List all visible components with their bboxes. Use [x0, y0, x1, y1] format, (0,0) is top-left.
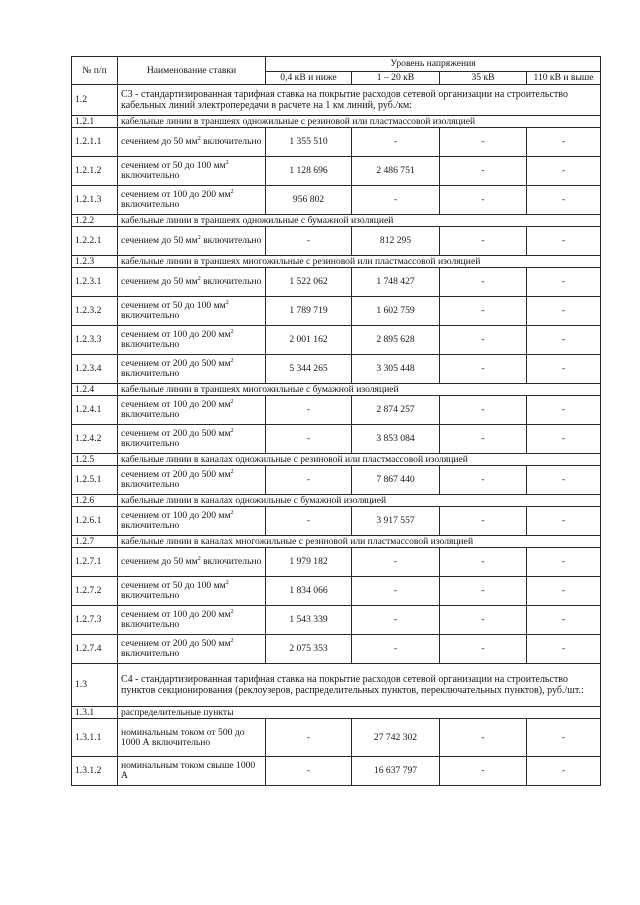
subsection-row	[72, 384, 601, 396]
rate-name-text: сечением до 50 мм	[121, 136, 198, 147]
rate-name	[118, 577, 266, 606]
table-body	[72, 85, 601, 786]
rate-value: -	[527, 186, 601, 215]
rate-name	[118, 396, 266, 425]
table-row	[72, 606, 601, 635]
rate-value: 1 748 427	[352, 268, 440, 297]
subsection-row	[72, 454, 601, 466]
header-row	[72, 57, 601, 72]
rate-value: 2 874 257	[352, 396, 440, 425]
rate-name	[118, 297, 266, 326]
rate-name-text: сечением от 50 до 100 мм	[121, 160, 226, 171]
rate-value: -	[527, 268, 601, 297]
rate-name-suffix: включительно	[121, 438, 180, 449]
subsection-title: кабельные линии в каналах одножильные с резиновой или пластмассовой изоляцией	[118, 454, 601, 466]
header-voltage-group: Уровень напряжения	[266, 57, 601, 72]
row-number: 1.2.4	[72, 384, 118, 396]
table-row	[72, 396, 601, 425]
table-row	[72, 577, 601, 606]
superscript: 2	[230, 468, 234, 475]
superscript: 2	[230, 427, 234, 434]
rate-name-text: сечением от 50 до 100 мм	[121, 580, 226, 591]
rate-name	[118, 507, 266, 536]
rate-name-text: сечением от 100 до 200 мм	[121, 609, 231, 620]
rate-value: -	[527, 548, 601, 577]
header-voltage-level: 35 кВ	[440, 72, 527, 85]
subsection-row	[72, 707, 601, 719]
section-row	[72, 85, 601, 116]
superscript: 2	[230, 637, 234, 644]
rate-value: -	[527, 227, 601, 256]
rate-name	[118, 268, 266, 297]
row-number: 1.2.6.1	[72, 507, 118, 536]
rate-name-text: сечением от 200 до 500 мм	[121, 638, 231, 649]
rate-name	[118, 227, 266, 256]
rate-value: 1 522 062	[266, 268, 352, 297]
row-number: 1.2.3.1	[72, 268, 118, 297]
superscript: 2	[230, 398, 234, 405]
rate-name-suffix: включительно	[121, 170, 180, 181]
rate-value: -	[266, 466, 352, 495]
rate-value: -	[352, 606, 440, 635]
table-row	[72, 157, 601, 186]
rate-name	[118, 466, 266, 495]
rate-name-suffix: включительно	[121, 310, 180, 321]
header-voltage-level: 110 кВ и выше	[527, 72, 601, 85]
rate-value: -	[440, 326, 527, 355]
rate-name-text: сечением от 100 до 200 мм	[121, 510, 231, 521]
table-row	[72, 128, 601, 157]
table-row	[72, 507, 601, 536]
subsection-row	[72, 215, 601, 227]
row-number: 1.2.7.1	[72, 548, 118, 577]
row-number: 1.2	[72, 85, 118, 116]
rate-value: -	[266, 396, 352, 425]
header-voltage-level: 1 – 20 кВ	[352, 72, 440, 85]
rate-value: 1 602 759	[352, 297, 440, 326]
rate-value: -	[440, 757, 527, 786]
subsection-title: кабельные линии в траншеях многожильные с бумажной изоляцией	[118, 384, 601, 396]
subsection-title: кабельные линии в траншеях одножильные с резиновой или пластмассовой изоляцией	[118, 116, 601, 128]
row-number: 1.2.7.2	[72, 577, 118, 606]
rate-name	[118, 719, 266, 757]
subsection-row	[72, 256, 601, 268]
row-number: 1.2.4.2	[72, 425, 118, 454]
rate-value: -	[440, 186, 527, 215]
rate-name	[118, 425, 266, 454]
rate-name-suffix: включительно	[200, 276, 262, 287]
rate-name-text: сечением от 100 до 200 мм	[121, 189, 231, 200]
rate-name-suffix: включительно	[121, 590, 180, 601]
table-row	[72, 268, 601, 297]
rate-name	[118, 635, 266, 664]
rate-value: -	[440, 719, 527, 757]
rate-name-text: номинальным током от 500 до 1000 А включительно	[121, 726, 245, 748]
table-row	[72, 297, 601, 326]
rate-name-text: сечением от 200 до 500 мм	[121, 469, 231, 480]
rate-value: 3 917 557	[352, 507, 440, 536]
rate-value: 3 305 448	[352, 355, 440, 384]
row-number: 1.2.7.3	[72, 606, 118, 635]
rate-name	[118, 326, 266, 355]
row-number: 1.2.1	[72, 116, 118, 128]
rate-name	[118, 128, 266, 157]
subsection-title: распределительные пункты	[118, 707, 601, 719]
row-number: 1.2.3	[72, 256, 118, 268]
rate-value: -	[527, 297, 601, 326]
table-row	[72, 326, 601, 355]
table-row	[72, 548, 601, 577]
rate-name-text: сечением от 50 до 100 мм	[121, 300, 226, 311]
row-number: 1.2.1.2	[72, 157, 118, 186]
rate-value: -	[266, 719, 352, 757]
row-number: 1.2.3.2	[72, 297, 118, 326]
rate-value: -	[440, 355, 527, 384]
superscript: 2	[197, 275, 201, 282]
row-number: 1.2.5	[72, 454, 118, 466]
table-row	[72, 635, 601, 664]
rate-name-suffix: включительно	[121, 339, 180, 350]
row-number: 1.3	[72, 664, 118, 707]
row-number: 1.2.4.1	[72, 396, 118, 425]
rate-value: 2 895 628	[352, 326, 440, 355]
section-title: С3 - стандартизированная тарифная ставка на покрытие расходов сетевой организации на строительство кабельных линий электропередачи в расчете на 1 км линий, руб./км:	[118, 85, 601, 116]
rate-name-suffix: включительно	[121, 199, 180, 210]
rate-value: -	[440, 606, 527, 635]
row-number: 1.2.7.4	[72, 635, 118, 664]
rate-value: -	[527, 757, 601, 786]
rate-name	[118, 548, 266, 577]
rate-name-suffix: включительно	[200, 235, 262, 246]
rate-name-suffix: включительно	[121, 368, 180, 379]
rate-name-suffix: включительно	[200, 556, 262, 567]
rate-name-suffix: включительно	[121, 619, 180, 630]
rate-name-suffix: включительно	[121, 479, 180, 490]
rate-value: 956 802	[266, 186, 352, 215]
row-number: 1.2.1.3	[72, 186, 118, 215]
rate-value: -	[440, 297, 527, 326]
rate-value: -	[266, 227, 352, 256]
rate-value: 1 789 719	[266, 297, 352, 326]
section-row	[72, 664, 601, 707]
rate-value: -	[527, 635, 601, 664]
rate-value: 2 486 751	[352, 157, 440, 186]
rate-value: -	[352, 577, 440, 606]
table-row	[72, 355, 601, 384]
subsection-title: кабельные линии в траншеях многожильные с резиновой или пластмассовой изоляцией	[118, 256, 601, 268]
section-title: С4 - стандартизированная тарифная ставка на покрытие расходов сетевой организации на строительство пунктов секционирования (реклоузеров, распределительных пунктов, переключательных пунктов), руб./шт.:	[118, 664, 601, 707]
rate-name-suffix: включительно	[200, 136, 262, 147]
rate-value: -	[527, 507, 601, 536]
rate-value: 1 355 510	[266, 128, 352, 157]
table-row	[72, 719, 601, 757]
rate-name-suffix: включительно	[121, 648, 180, 659]
superscript: 2	[197, 555, 201, 562]
row-number: 1.2.1.1	[72, 128, 118, 157]
rate-name-suffix: включительно	[121, 520, 180, 531]
rate-name-text: сечением от 100 до 200 мм	[121, 329, 231, 340]
rate-value: 1 128 696	[266, 157, 352, 186]
superscript: 2	[225, 159, 229, 166]
rate-value: -	[527, 719, 601, 757]
subsection-row	[72, 536, 601, 548]
rate-value: 2 001 162	[266, 326, 352, 355]
rate-value: -	[527, 396, 601, 425]
row-number: 1.3.1	[72, 707, 118, 719]
row-number: 1.2.2	[72, 215, 118, 227]
rate-value: -	[266, 507, 352, 536]
rate-value: -	[352, 128, 440, 157]
superscript: 2	[230, 328, 234, 335]
rate-name	[118, 186, 266, 215]
row-number: 1.3.1.2	[72, 757, 118, 786]
table-row	[72, 425, 601, 454]
rate-name	[118, 157, 266, 186]
rate-value: -	[527, 157, 601, 186]
rate-value: -	[440, 157, 527, 186]
rate-name-text: сечением до 50 мм	[121, 556, 198, 567]
rate-name-text: сечением от 200 до 500 мм	[121, 428, 231, 439]
rate-value: -	[440, 635, 527, 664]
rate-value: 812 295	[352, 227, 440, 256]
row-number: 1.2.3.3	[72, 326, 118, 355]
rate-value: 1 543 339	[266, 606, 352, 635]
superscript: 2	[197, 234, 201, 241]
rate-value: 27 742 302	[352, 719, 440, 757]
rate-name-text: номинальным током свыше 1000 А	[121, 760, 256, 781]
tariff-table	[71, 56, 601, 786]
superscript: 2	[230, 509, 234, 516]
rate-value: 5 344 265	[266, 355, 352, 384]
row-number: 1.3.1.1	[72, 719, 118, 757]
header-voltage-level: 0,4 кВ и ниже	[266, 72, 352, 85]
rate-name-text: сечением до 50 мм	[121, 235, 198, 246]
subsection-row	[72, 116, 601, 128]
rate-name-suffix: включительно	[121, 409, 180, 420]
rate-value: -	[440, 268, 527, 297]
rate-value: -	[527, 466, 601, 495]
row-number: 1.2.3.4	[72, 355, 118, 384]
subsection-row	[72, 495, 601, 507]
rate-value: -	[440, 396, 527, 425]
rate-value: 1 834 066	[266, 577, 352, 606]
rate-value: -	[440, 227, 527, 256]
rate-value: -	[266, 425, 352, 454]
header-num: № п/п	[72, 57, 118, 85]
subsection-title: кабельные линии в каналах одножильные с бумажной изоляцией	[118, 495, 601, 507]
row-number: 1.2.5.1	[72, 466, 118, 495]
subsection-title: кабельные линии в траншеях одножильные с бумажной изоляцией	[118, 215, 601, 227]
rate-value: -	[527, 128, 601, 157]
rate-value: -	[352, 548, 440, 577]
rate-value: -	[527, 425, 601, 454]
table-row	[72, 466, 601, 495]
rate-value: 2 075 353	[266, 635, 352, 664]
rate-value: -	[352, 635, 440, 664]
rate-value: -	[440, 425, 527, 454]
rate-value: -	[527, 355, 601, 384]
rate-name	[118, 757, 266, 786]
rate-value: 1 979 182	[266, 548, 352, 577]
rate-name-text: сечением до 50 мм	[121, 276, 198, 287]
table-row	[72, 227, 601, 256]
superscript: 2	[197, 135, 201, 142]
rate-name-text: сечением от 200 до 500 мм	[121, 358, 231, 369]
rate-value: -	[527, 606, 601, 635]
rate-value: -	[440, 507, 527, 536]
rate-name-text: сечением от 100 до 200 мм	[121, 399, 231, 410]
superscript: 2	[225, 299, 229, 306]
table-row	[72, 757, 601, 786]
header-name: Наименование ставки	[118, 57, 266, 85]
rate-value: 3 853 084	[352, 425, 440, 454]
rate-value: -	[266, 757, 352, 786]
rate-value: 16 637 797	[352, 757, 440, 786]
subsection-title: кабельные линии в каналах многожильные с резиновой или пластмассовой изоляцией	[118, 536, 601, 548]
superscript: 2	[230, 608, 234, 615]
rate-value: -	[440, 466, 527, 495]
rate-name	[118, 355, 266, 384]
rate-value: -	[440, 548, 527, 577]
rate-value: -	[352, 186, 440, 215]
rate-value: -	[440, 128, 527, 157]
rate-value: -	[440, 577, 527, 606]
row-number: 1.2.6	[72, 495, 118, 507]
rate-name	[118, 606, 266, 635]
rate-value: 7 867 440	[352, 466, 440, 495]
row-number: 1.2.7	[72, 536, 118, 548]
superscript: 2	[230, 188, 234, 195]
table-row	[72, 186, 601, 215]
superscript: 2	[230, 357, 234, 364]
row-number: 1.2.2.1	[72, 227, 118, 256]
rate-value: -	[527, 577, 601, 606]
rate-value: -	[527, 326, 601, 355]
superscript: 2	[225, 579, 229, 586]
